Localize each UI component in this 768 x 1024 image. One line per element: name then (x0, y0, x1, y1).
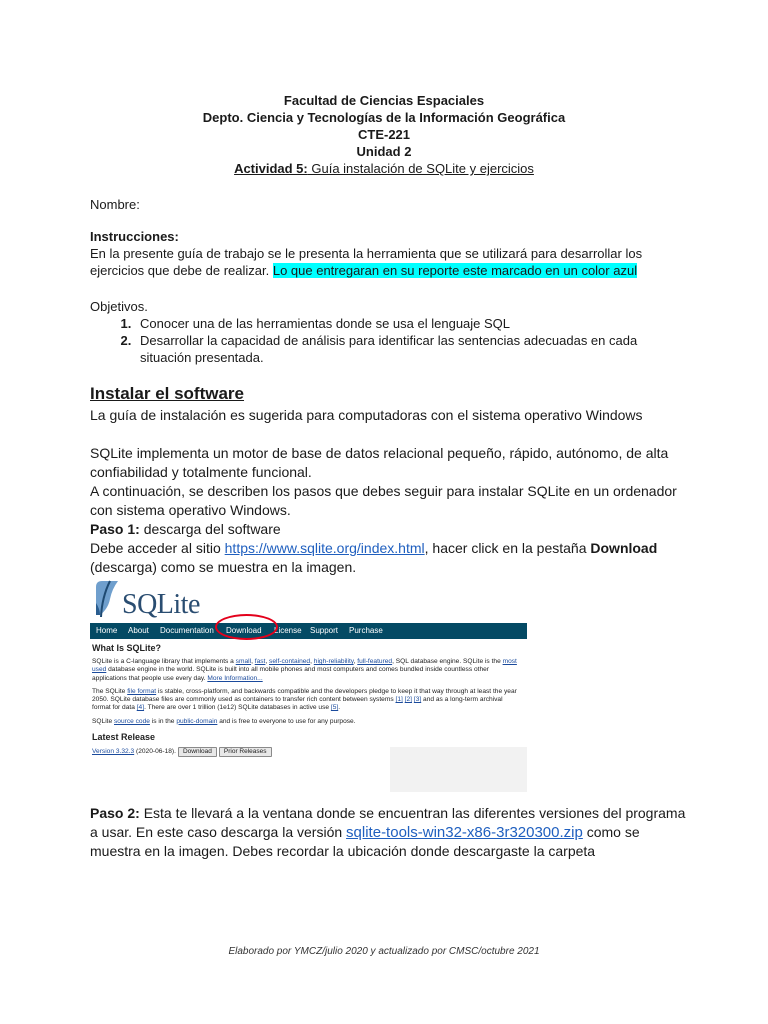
link-high-reliability[interactable]: high-reliability (313, 658, 354, 665)
p3-text-c: and is free to everyone to use for any purpose. (217, 717, 356, 725)
instructions-highlight: Lo que entregaran en su reporte este marcado en un color azul (272, 263, 638, 278)
objectives-block (90, 298, 690, 366)
step2-paragraph (90, 804, 690, 861)
section-intro: La guía de instalación es sugerida para computadoras con el sistema operativo Windows (90, 407, 643, 423)
p1-sep-4: , (353, 658, 358, 665)
instructions-title: Instrucciones: (90, 229, 179, 244)
link-ref-1[interactable]: [1] (395, 696, 403, 704)
link-ref-4[interactable]: [4] (136, 704, 145, 712)
prior-releases-button[interactable]: Prior Releases (219, 747, 272, 757)
p2-text-c: and as a long-term archival format for data (92, 696, 503, 712)
step1-text-c: (descarga) como se muestra en la imagen. (90, 559, 357, 575)
nav-about[interactable]: About (128, 626, 149, 635)
download-highlight-circle (215, 614, 278, 640)
link-ref-3[interactable]: [3] (413, 696, 422, 704)
feather-icon (92, 579, 122, 619)
step2-label: Paso 2: (90, 805, 140, 821)
sqlite-navbar (90, 623, 527, 639)
link-more-information[interactable]: More Information... (207, 674, 263, 682)
link-source-code[interactable]: source code (114, 717, 150, 725)
sqlite-logo (92, 579, 212, 623)
link-full-featured[interactable]: full-featured (357, 658, 393, 665)
activity-title: Guía instalación de SQLite y ejercicios (307, 161, 534, 176)
activity-label: Actividad 5: (234, 161, 308, 176)
link-ref-2[interactable]: [2] (404, 696, 413, 704)
sqlite-site-link[interactable]: https://www.sqlite.org/index.html (224, 540, 425, 556)
sqlite-website-screenshot (90, 577, 527, 792)
sqlite-intro-paragraph (92, 658, 522, 683)
step1-heading (90, 520, 690, 539)
download-word: Download (590, 540, 658, 556)
step1-text: descarga del software (139, 521, 281, 537)
document-footer: Elaborado por YMCZ/julio 2020 y actualizado por CMSC/octubre 2021 (228, 946, 540, 957)
nav-purchase[interactable]: Purchase (349, 626, 383, 635)
objectives-title: Objetivos. (90, 299, 148, 314)
version-date: (2020-06-18). (134, 748, 176, 756)
instructions-body: En la presente guía de trabajo se le presenta la herramienta que se utilizará para desarrollar los ejercicios que debe de realizar. (90, 246, 643, 278)
section-body (90, 444, 690, 577)
p2-text-e: . (338, 704, 341, 712)
unit-label: Unidad 2 (356, 144, 412, 159)
sqlite-tools-link[interactable]: sqlite-tools-win32-x86-3r320300.zip (346, 824, 583, 841)
faculty-name: Facultad de Ciencias Espaciales (283, 93, 485, 108)
sqlite-fileformat-paragraph (92, 688, 522, 713)
release-download-button[interactable]: Download (178, 747, 217, 757)
step1-text-b: , hacer click en la pestaña (424, 540, 591, 556)
department-name: Depto. Ciencia y Tecnologías de la Información Geográfica (202, 110, 566, 125)
p1-text-a: SQLite is a C-language library that implements a (92, 658, 236, 665)
objective-item: 2. Desarrollar la capacidad de análisis para identificar las sentencias adecuadas en cada situación presentada. (135, 332, 690, 366)
p3-text-b: is in the (149, 717, 177, 725)
link-public-domain[interactable]: public-domain (176, 717, 218, 725)
link-ref-5[interactable]: [5] (330, 704, 339, 712)
step2-text-a: Esta te llevará a la ventana donde se encuentran las diferentes versiones del programa a usar. En este caso descarga la versión (90, 805, 686, 840)
step1-text-a: Debe acceder al sitio (90, 540, 225, 556)
instructions-block (90, 228, 690, 279)
document-header (0, 92, 768, 177)
p1-sep-3: , (310, 658, 314, 665)
link-most-used[interactable]: most used (92, 658, 517, 674)
nav-documentation[interactable]: Documentation (160, 626, 214, 635)
link-self-contained[interactable]: self-contained (269, 658, 311, 665)
course-code: CTE-221 (357, 127, 411, 142)
nav-support[interactable]: Support (310, 626, 339, 635)
p1-text-c: database engine in the world. SQLite is built into all mobile phones and most computers and comes bundled inside countless other applications that people use every day. (92, 666, 489, 682)
nav-license[interactable]: License (274, 626, 302, 635)
version-link[interactable]: Version 3.32.3 (92, 748, 135, 756)
activity-line (0, 160, 768, 177)
nombre-label: Nombre: (90, 197, 140, 212)
objective-item: 1. Conocer una de las herramientas donde se usa el lenguaje SQL (135, 315, 690, 332)
p1-sep-1: , (251, 658, 255, 665)
screenshot-shadow (390, 747, 527, 792)
p2-text-a: The SQLite (92, 687, 128, 695)
link-file-format[interactable]: file format (127, 687, 157, 695)
p1-text-b: , SQL database engine. SQLite is the (392, 658, 503, 665)
step2-text-b: como se muestra en la imagen. Debes recordar la ubicación donde descargaste la carpeta (90, 824, 640, 859)
section-title: Instalar el software (90, 384, 245, 403)
install-steps-intro: A continuación, se describen los pasos que debes seguir para instalar SQLite en un ordenador con sistema operativo Windows. (90, 483, 677, 518)
sqlite-description: SQLite implementa un motor de base de datos relacional pequeño, rápido, autónomo, de alta confiabilidad y totalmente funcional. (90, 445, 669, 480)
p1-sep-2: , (265, 658, 270, 665)
what-is-sqlite-heading: What Is SQLite? (92, 643, 162, 653)
p2-text-d: . There are over 1 trillion (1e12) SQLite databases in active use (144, 704, 331, 712)
sqlite-source-paragraph (92, 718, 522, 726)
p3-text-a: SQLite (92, 717, 114, 725)
instructions-text (90, 245, 690, 279)
sqlite-page-content (92, 643, 522, 757)
nav-home[interactable]: Home (96, 626, 118, 635)
p2-text-b: is stable, cross-platform, and backwards compatible and the developers pledge to keep it that way through at least the year 2050. SQLite database files are commonly used as containers to transfer rich content between systems (92, 687, 517, 704)
logo-text: SQLite (122, 589, 200, 620)
step1-label: Paso 1: (90, 521, 140, 537)
objectives-list (90, 315, 690, 366)
step1-instructions (90, 539, 690, 558)
link-small[interactable]: small (235, 658, 252, 665)
link-fast[interactable]: fast (254, 658, 266, 665)
latest-release-heading: Latest Release (92, 732, 156, 743)
nav-download[interactable]: Download (226, 626, 262, 635)
